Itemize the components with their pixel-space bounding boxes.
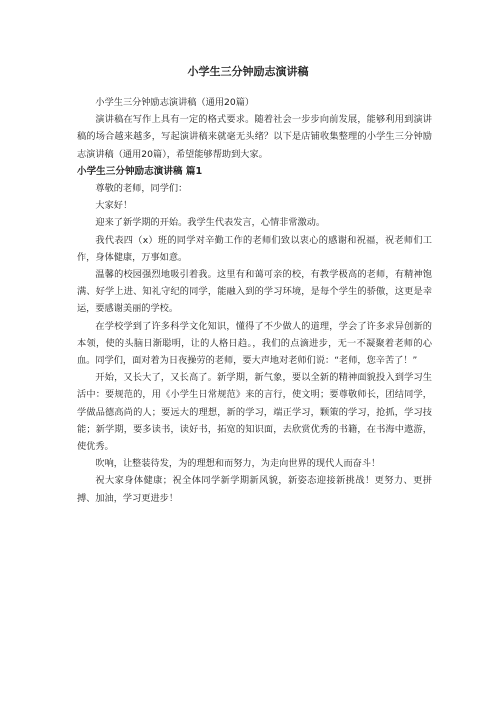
intro-line-subtitle: 小学生三分钟励志演讲稿（通用20篇）: [95, 97, 255, 108]
document-body: [77, 94, 432, 507]
body-paragraph: 迎来了新学期的开始。我学生代表发言，心情非常激动。: [95, 217, 326, 229]
body-paragraph: 吹响，让整装待发，为的理想和而努力，为走向世界的现代人而奋斗！: [95, 458, 381, 470]
intro-paragraph: 演讲稿在写作上具有一定的格式要求。随着社会一步步向前发展，能够利用到演讲稿的场合越来越多，写起演讲稿来就毫无头绪？以下是店铺收集整理的小学生三分钟励志演讲稿（通用20篇），希望能够帮助到大家。: [77, 114, 432, 160]
document-title: 小学生三分钟励志演讲稿: [187, 65, 309, 78]
section-heading: 小学生三分钟励志演讲稿 篇1: [77, 165, 203, 177]
body-paragraph: 祝大家身体健康；祝全体同学新学期新风貌，新姿态迎接新挑战！更努力、更拼搏、加油，学习更进步！: [77, 475, 432, 504]
body-paragraph: 开始，又长大了，又长高了。新学期，新气象，要以全新的精神面貌投入到学习生活中：要规范的，用《小学生日常规范》来的言行，使文明；要尊敬师长，团结同学，学做品德高尚的人；要远大的理想，新的学习，端正学习，颗策的学习，抢抓，学习技能；新学期，要多读书，读好书，拓宽的知识面，去欣赏优秀的书籍，在书海中遨游，使优秀。: [77, 372, 432, 453]
body-paragraph: 尊敬的老师，同学们：: [95, 183, 188, 195]
body-paragraph: 在学校学到了许多科学文化知识，懂得了不少做人的道理，学会了许多求异创新的本领，使的头脑日渐聪明，让的人格日趋。，我们的点滴进步，无一不凝聚着老师的心血。同学们，面对着为日夜操劳的老师，要大声地对老师们说：“老师，您辛苦了！”: [77, 320, 432, 367]
body-paragraph: 大家好！: [95, 200, 133, 212]
body-paragraph: 温馨的校园强烈地吸引着我。这里有和蔼可亲的校，有教学极高的老师，有精神饱满、好学上进、知礼守纪的同学，能融入到的学习环境，是每个学生的骄傲，这更是幸运，要感谢美丽的学校。: [77, 269, 432, 315]
body-paragraph: 我代表四（x）班的同学对辛勤工作的老师们致以衷心的感谢和祝福，祝老师们工作，身体健康，万事如意。: [77, 234, 432, 263]
